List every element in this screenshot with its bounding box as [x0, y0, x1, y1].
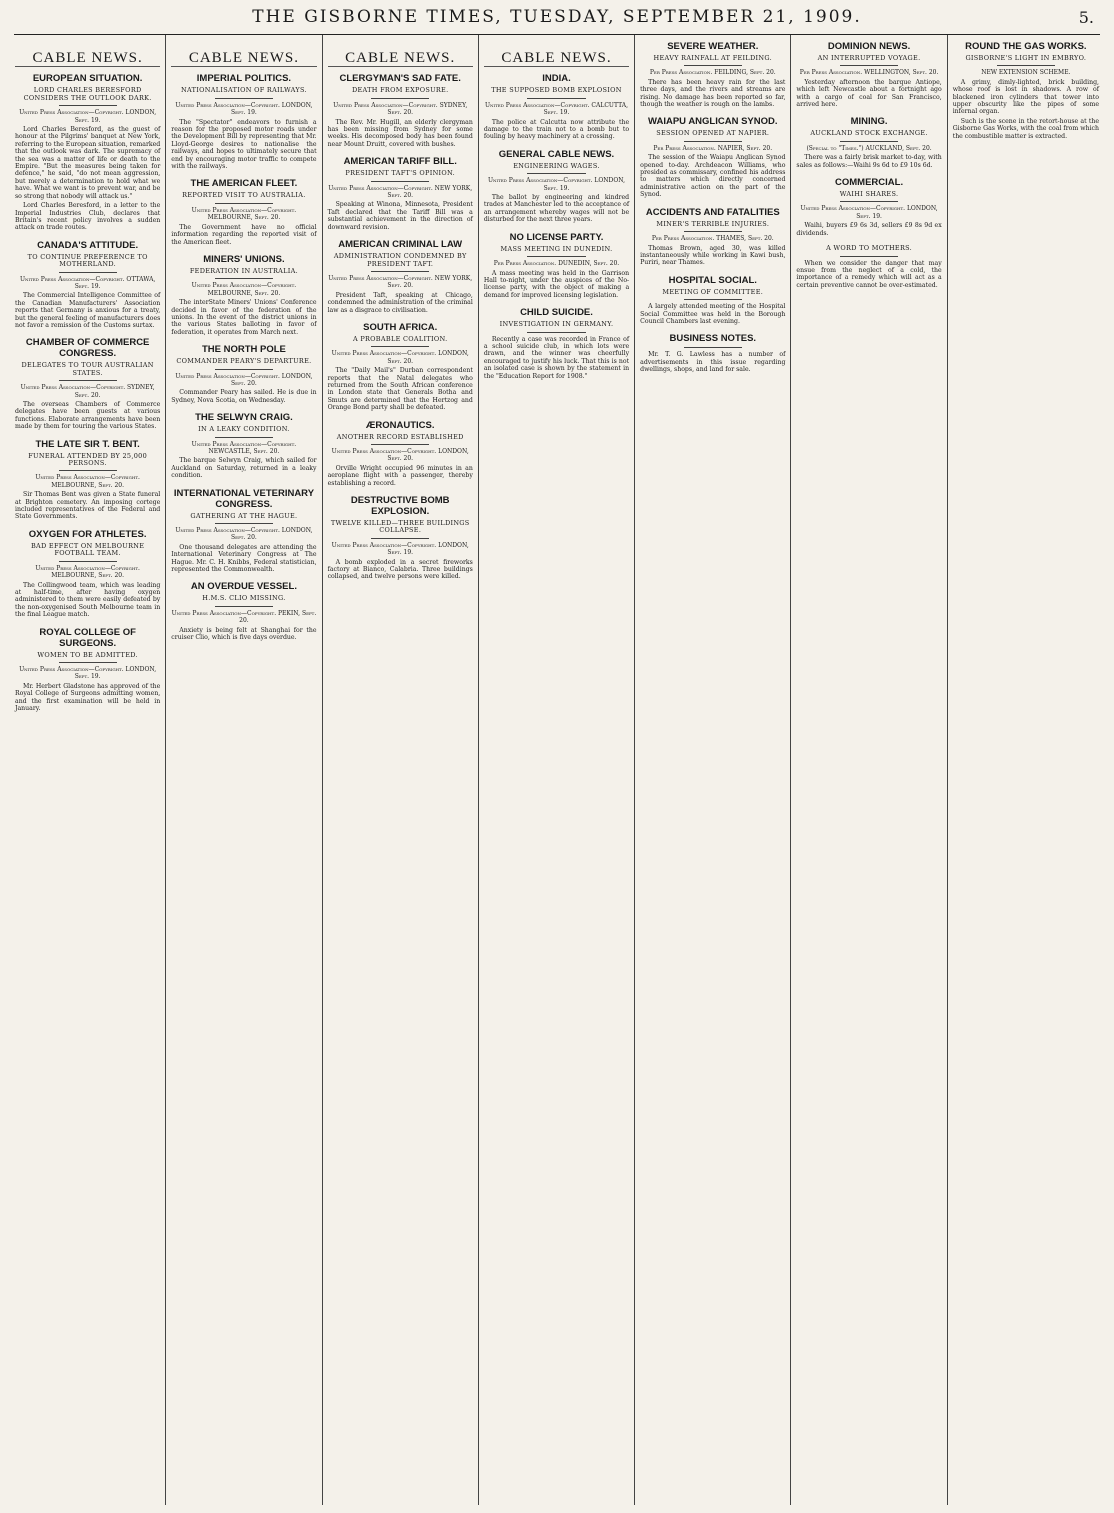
- article-body: [171, 627, 316, 642]
- column-7: [948, 35, 1104, 1505]
- article: [640, 333, 785, 373]
- article-body: [15, 401, 160, 431]
- newspaper-columns: [10, 35, 1104, 1505]
- article-headline: AMERICAN CRIMINAL LAW: [338, 239, 463, 251]
- article: [796, 116, 941, 169]
- article-paragraph: The session of the Waiapu Anglican Synod opened to-day. Archdeacon Williams, who presided as commissary, confined his address to matters which directly concerned administrative action on the part of the Synod.: [640, 154, 786, 199]
- article-body: [640, 79, 785, 109]
- divider: [840, 201, 898, 202]
- article-dateline: United Press Association—Copyright. MELBOURNE, Sept. 20.: [191, 282, 297, 297]
- divider: [59, 470, 117, 471]
- article-body: [796, 79, 941, 109]
- article-subhead: AUCKLAND STOCK EXCHANGE.: [810, 129, 928, 138]
- article-paragraph: A largely attended meeting of the Hospital Social Committee was held in the Borough Council Chambers last evening.: [640, 303, 786, 325]
- article-paragraph: The Collingwood team, which was leading at half-time, after having oxygen administered to them were easily defeated by the non-oxygenised South Melbourne team in the final League match.: [15, 581, 161, 619]
- article-paragraph: Thomas Brown, aged 30, was killed instantaneously while working in Kawi bush, Puriri, near Thames.: [640, 244, 786, 267]
- article-body: [15, 491, 160, 521]
- article: [328, 156, 473, 231]
- article-paragraph: Lord Charles Beresford, in a letter to the Imperial Industries Club, declares that Britain's recent policy involves a sudden attack on trade routes.: [15, 202, 161, 232]
- page-number: 5.: [1078, 8, 1094, 27]
- article-headline: CHILD SUICIDE.: [520, 307, 593, 319]
- article: [484, 149, 629, 224]
- article-subhead: H.M.S. CLIO MISSING.: [202, 594, 286, 603]
- article: [328, 322, 473, 412]
- article: [328, 73, 473, 148]
- divider: [59, 105, 117, 106]
- divider: [59, 272, 117, 273]
- article-headline: INTERNATIONAL VETERINARY CONGRESS.: [173, 487, 315, 510]
- divider: [527, 256, 585, 257]
- divider: [59, 662, 117, 663]
- article-subhead: MINER'S TERRIBLE INJURIES.: [656, 219, 770, 228]
- divider: [215, 369, 273, 370]
- divider: [215, 523, 273, 524]
- article-headline: THE SELWYN CRAIG.: [195, 412, 293, 424]
- divider: [684, 347, 742, 348]
- article-body: [328, 119, 473, 149]
- article-paragraph: The overseas Chambers of Commerce delegates have been guests at various functions. Elaborate arrangements have been made by them for touring the various States.: [15, 401, 161, 431]
- divider: [684, 65, 742, 66]
- article-subhead: MASS MEETING IN DUNEDIN.: [500, 244, 613, 253]
- divider: [215, 278, 273, 279]
- divider: [840, 65, 898, 66]
- article-dateline: United Press Association—Copyright. MELBOURNE, Sept. 20.: [35, 474, 140, 489]
- divider: [371, 98, 429, 99]
- article: [484, 232, 629, 299]
- article-headline: SOUTH AFRICA.: [363, 321, 438, 333]
- divider: [684, 231, 742, 232]
- divider: [840, 256, 898, 257]
- article-dateline: United Press Association—Copyright. LONDON, Sept. 19.: [487, 177, 626, 192]
- article-paragraph: Lord Charles Beresford, as the guest of honour at the Pilgrims' banquet at New York, referring to the European situation, remarked that the outlook was dark. The supremacy of the sea was a matter of life or death to the Empire. "But the measures being taken for defence," he said, "do not mean aggression, but merely a determination to hold what we have. What we want is to prevent war, and be so strong that nobody will attack us.": [15, 126, 161, 200]
- article: [640, 207, 785, 267]
- article-dateline: Per Press Association. DUNEDIN, Sept. 20.: [493, 260, 620, 268]
- article-headline: CANADA'S ATTITUDE.: [37, 239, 139, 251]
- article-body: [796, 154, 941, 169]
- article-paragraph: Commander Peary has sailed. He is due in Sydney, Nova Scotia, on Wednesday.: [171, 389, 317, 404]
- article-dateline: United Press Association—Copyright. LONDON, Sept. 20.: [331, 350, 469, 365]
- masthead: [14, 0, 1100, 35]
- divider: [371, 444, 429, 445]
- article-dateline: Per Press Association. THAMES, Sept. 20.: [651, 235, 774, 243]
- article: [15, 529, 160, 619]
- article: [15, 627, 160, 713]
- article-paragraph: The barque Selwyn Craig, which sailed for Auckland on Saturday, returned in a leaky condition.: [171, 457, 317, 480]
- article-dateline: United Press Association—Copyright. NEW YORK, Sept. 20.: [328, 184, 473, 200]
- article-paragraph: Such is the scene in the retort-house at the Gisborne Gas Works, with the coal from which the combustible matter is extracted.: [952, 117, 1099, 140]
- divider: [840, 141, 898, 142]
- article-dateline: United Press Association—Copyright. LONDON, Sept. 20.: [175, 372, 313, 387]
- column-5: [635, 35, 791, 1505]
- article-dateline: United Press Association—Copyright. MELBOURNE, Sept. 20.: [191, 206, 297, 222]
- article: [171, 412, 316, 479]
- article-subhead: FUNERAL ATTENDED BY 25,000 PERSONS.: [28, 451, 148, 468]
- article-body: [796, 222, 941, 237]
- article-headline: DOMINION NEWS.: [827, 41, 911, 52]
- article: [953, 41, 1099, 140]
- article-body: [15, 126, 160, 232]
- article-dateline: United Press Association—Copyright. LONDON, Sept. 20.: [331, 448, 469, 463]
- article-paragraph: The "Spectator" endeavors to furnish a reason for the proposed motor roads under the Development Bill by representing that Mr. Lloyd-George desires to nationalise the railways, and hopes to ultimately secure that end by encouraging motor traffic to compete with the railways.: [171, 118, 317, 171]
- article-dateline: United Press Association—Copyright. LONDON, Sept. 20.: [175, 527, 313, 542]
- article-headline: THE LATE SIR T. BENT.: [35, 438, 140, 450]
- article-dateline: Per Press Association. WELLINGTON, Sept. 20.: [799, 69, 939, 77]
- article-paragraph: Mr. T. G. Lawless has a number of advertisements in this issue regarding dwellings, shops, and land for sale.: [640, 351, 786, 374]
- divider: [527, 332, 585, 333]
- column-header: CABLE NEWS.: [171, 55, 316, 67]
- article-subhead: ADMINISTRATION CONDEMNED BY PRESIDENT TAFT.: [333, 252, 467, 268]
- article-dateline: United Press Association—Copyright. LONDON, Sept. 19.: [19, 665, 157, 681]
- article-headline: INDIA.: [542, 73, 571, 85]
- article-subhead: NATIONALISATION OF RAILWAYS.: [180, 86, 307, 95]
- article-body: [171, 544, 316, 574]
- article-dateline: United Press Association—Copyright. OTTAWA, Sept. 19.: [19, 275, 156, 290]
- divider: [684, 299, 742, 300]
- article-headline: CLERGYMAN'S SAD FATE.: [339, 73, 461, 85]
- column-1: [10, 35, 166, 1505]
- article-paragraph: The Government have no official information regarding the reported visit of the American fleet.: [171, 223, 317, 246]
- column-2: [166, 35, 322, 1505]
- article-subhead: SESSION OPENED AT NAPIER.: [656, 129, 770, 138]
- article-headline: THE AMERICAN FLEET.: [190, 178, 298, 190]
- article-subhead: DELEGATES TO TOUR AUSTRALIAN STATES.: [21, 361, 154, 377]
- article: [640, 41, 785, 108]
- article-paragraph: Sir Thomas Bent was given a State funeral at Brighton cemetery. An imposing cortege included representatives of the Federal and State Governments.: [15, 491, 161, 521]
- article-body: [640, 351, 785, 373]
- article-dateline: United Press Association—Copyright. SYDNEY, Sept. 20.: [20, 384, 155, 399]
- article-paragraph: The Rev. Mr. Hugill, an elderly clergyman has been missing from Sydney for some weeks. His decomposed body has been found near Mount Druitt, covered with bushes.: [327, 118, 473, 148]
- divider: [684, 141, 742, 142]
- article-body: [15, 683, 160, 713]
- article: [171, 581, 316, 641]
- article-paragraph: A grimy, dimly-lighted, brick building, whose roof is lost in shadows. A row of blackened iron cylinders that tower into upper obscurity like the pipes of some infernal organ.: [952, 78, 1099, 116]
- article-dateline: United Press Association—Copyright. LONDON, Sept. 19.: [800, 205, 938, 220]
- article-paragraph: President Taft, speaking at Chicago, condemned the administration of the criminal law as a disgrace to civilisation.: [327, 291, 473, 314]
- column-6: [791, 35, 947, 1505]
- article: [796, 245, 941, 289]
- article-paragraph: Waihi, buyers £9 6s 3d, sellers £9 8s 9d ex dividends.: [796, 222, 942, 237]
- article-headline: GENERAL CABLE NEWS.: [498, 148, 615, 160]
- article-paragraph: One thousand delegates are attending the International Veterinary Congress at The Hague. Mr. C. H. Knibbs, Federal statistician, represented the Commonwealth.: [171, 543, 317, 574]
- divider: [59, 380, 117, 381]
- article-subhead: PRESIDENT TAFT'S OPINION.: [345, 169, 455, 178]
- article-paragraph: There was a fairly brisk market to-day, with sales as follows:—Waihi 9s 6d to £9 10s 6d.: [796, 154, 942, 169]
- article-headline: THE NORTH POLE: [201, 344, 286, 356]
- article-subhead: AN INTERRUPTED VOYAGE.: [817, 54, 921, 62]
- article: [171, 488, 316, 574]
- article-body: [640, 245, 785, 267]
- article-paragraph: There has been heavy rain for the last three days, and the rivers and streams are rising. No damage has been reported so far, though the weather is rough on the lambs.: [640, 78, 786, 109]
- article-headline: NO LICENSE PARTY.: [509, 231, 604, 243]
- article: [15, 439, 160, 521]
- article-dateline: United Press Association—Copyright. NEWCASTLE, Sept. 20.: [191, 440, 297, 455]
- article-subhead: LORD CHARLES BERESFORD CONSIDERS THE OUTLOOK DARK.: [23, 86, 152, 102]
- article-paragraph: The police at Calcutta now attribute the damage to the train not to a bomb but to fouling by heavy machinery at a crossing.: [483, 118, 630, 141]
- article: [171, 178, 316, 245]
- article-subhead: IN A LEAKY CONDITION.: [198, 425, 290, 434]
- article-body: [484, 194, 629, 224]
- article-body: [171, 224, 316, 246]
- article-headline: ACCIDENTS AND FATALITIES: [645, 206, 780, 218]
- divider: [215, 437, 273, 438]
- article-subhead: DEATH FROM EXPOSURE.: [351, 86, 449, 95]
- article: [15, 337, 160, 430]
- article-headline: MINING.: [850, 116, 888, 128]
- divider: [371, 181, 429, 182]
- article-headline: AMERICAN TARIFF BILL.: [343, 156, 457, 168]
- article: [484, 73, 629, 140]
- article-paragraph: Speaking at Winona, Minnesota, President Taft declared that the Tariff Bill was a substantial achievement in the direction of downward revision.: [327, 201, 473, 231]
- article-dateline: United Press Association—Copyright. LONDON, Sept. 19.: [19, 109, 157, 124]
- article: [15, 240, 160, 330]
- article-paragraph: The ballot by engineering and kindred trades at Manchester led to the acceptance of an arrangement whereby wages will not be disturbed for the next three years.: [483, 194, 630, 224]
- article-paragraph: Orville Wright occupied 96 minutes in an aeroplane flight with a passenger, thereby establishing a record.: [327, 464, 473, 487]
- article: [328, 420, 473, 487]
- article-body: [171, 457, 316, 479]
- article-dateline: Per Press Association. FEILDING, Sept. 20.: [649, 69, 776, 77]
- article: [796, 177, 941, 237]
- article-subhead: A WORD TO MOTHERS.: [826, 244, 913, 253]
- article-body: [171, 119, 316, 171]
- article-body: [796, 260, 941, 290]
- article-dateline: United Press Association—Copyright. PEKIN, Sept. 20.: [171, 609, 317, 625]
- article-subhead: MEETING OF COMMITTEE.: [662, 287, 764, 296]
- article-subhead: WOMEN TO BE ADMITTED.: [37, 650, 138, 659]
- article-body: [328, 367, 473, 411]
- article-body: [484, 336, 629, 380]
- article-body: [328, 559, 473, 581]
- column-header: CABLE NEWS.: [15, 55, 160, 67]
- article-headline: EUROPEAN SITUATION.: [32, 73, 143, 85]
- article-body: [328, 465, 473, 487]
- article-headline: IMPERIAL POLITICS.: [196, 73, 292, 85]
- article-subhead: COMMANDER PEARY'S DEPARTURE.: [176, 357, 312, 366]
- article: [171, 73, 316, 170]
- article: [328, 495, 473, 581]
- article-body: [328, 292, 473, 314]
- article: [796, 41, 941, 108]
- article-body: [15, 292, 160, 329]
- article-body: [640, 154, 785, 198]
- article: [484, 307, 629, 380]
- article-paragraph: Recently a case was recorded in France of a school suicide club, in which lots were drawn, and the winner was cheerfully encouraged to justify his luck. That this is not an isolated case is shown by the statement in the "Education Report for 1908.": [483, 335, 630, 380]
- article-headline: MINERS' UNIONS.: [203, 253, 285, 265]
- article-body: [484, 270, 629, 300]
- article-headline: WAIAPU ANGLICAN SYNOD.: [648, 116, 778, 128]
- divider: [371, 271, 429, 272]
- article-dateline: United Press Association—Copyright. LONDON, Sept. 19.: [175, 101, 313, 117]
- article-headline: HOSPITAL SOCIAL.: [668, 274, 757, 286]
- article-headline: OXYGEN FOR ATHLETES.: [28, 528, 147, 540]
- article-headline: COMMERCIAL.: [835, 177, 904, 189]
- article-subhead: WAIHI SHARES.: [839, 190, 899, 199]
- article: [640, 116, 785, 198]
- article-headline: SEVERE WEATHER.: [667, 41, 759, 52]
- article-paragraph: A mass meeting was held in the Garrison Hall to-night, under the auspices of the No-license party, with the object of making a demand for improved licensing legislation.: [483, 269, 630, 299]
- article-body: [484, 119, 629, 141]
- article-paragraph: Yesterday afternoon the barque Antiope, which left Newcastle about a fortnight ago with a cargo of coal for San Francisco, arrived here.: [796, 78, 942, 109]
- article-dateline: United Press Association—Copyright. CALCUTTA, Sept. 19.: [484, 101, 628, 117]
- article-subhead: THE SUPPOSED BOMB EXPLOSION: [491, 86, 622, 95]
- article-body: [171, 389, 316, 404]
- article-subhead: INVESTIGATION IN GERMANY.: [499, 320, 614, 329]
- article-paragraph: Anxiety is being felt at Shanghai for the cruiser Clio, which is five days overdue.: [171, 626, 317, 642]
- column-3: [323, 35, 479, 1505]
- article-paragraph: The interState Miners' Unions' Conference decided in favor of the federation of the unions. In the event of the district unions in the various States balloting in favor of federation, it operates from March next.: [171, 299, 317, 336]
- article-dateline: Per Press Association. NAPIER, Sept. 20.: [653, 144, 773, 152]
- article: [171, 254, 316, 336]
- article-headline: AN OVERDUE VESSEL.: [190, 581, 297, 593]
- article-paragraph: A bomb exploded in a secret fireworks factory at Bianco, Calabria. Three buildings collapsed, and twelve persons were killed.: [327, 558, 473, 581]
- article-paragraph: When we consider the danger that may ensue from the neglect of a cold, the importance of a remedy which will act as a certain preventive cannot be over-estimated.: [796, 259, 942, 289]
- article-body: [328, 201, 473, 231]
- article-subhead: REPORTED VISIT TO AUSTRALIA.: [182, 191, 306, 200]
- article-subhead: BAD EFFECT ON MELBOURNE FOOTBALL TEAM.: [30, 541, 145, 558]
- article: [15, 73, 160, 231]
- article: [171, 344, 316, 404]
- article-subhead: ANOTHER RECORD ESTABLISHED: [336, 432, 464, 441]
- article-subhead: FEDERATION IN AUSTRALIA.: [189, 266, 298, 275]
- article-dateline: United Press Association—Copyright. LONDON, Sept. 19.: [331, 541, 469, 557]
- article-body: [171, 299, 316, 336]
- article-subhead: GISBORNE'S LIGHT IN EMBRYO.: [965, 54, 1087, 62]
- article: [640, 275, 785, 326]
- article-headline: ROYAL COLLEGE OF SURGEONS.: [39, 626, 136, 649]
- divider: [215, 98, 273, 99]
- newspaper-title: THE GISBORNE TIMES, TUESDAY, SEPTEMBER 21, 1909.: [252, 7, 862, 27]
- article-headline: CHAMBER OF COMMERCE CONGRESS.: [25, 337, 150, 360]
- article-headline: ÆRONAUTICS.: [365, 419, 435, 431]
- article-subhead: TO CONTINUE PREFERENCE TO MOTHERLAND.: [27, 252, 148, 269]
- article-subhead: TWELVE KILLED—THREE BUILDINGS COLLAPSE.: [330, 519, 470, 535]
- article-subhead: ENGINEERING WAGES.: [513, 161, 600, 170]
- divider: [215, 203, 273, 204]
- article-body: [953, 79, 1099, 140]
- article-headline: DESTRUCTIVE BOMB EXPLOSION.: [350, 495, 450, 518]
- article-headline: ROUND THE GAS WORKS.: [965, 41, 1087, 52]
- divider: [527, 173, 585, 174]
- divider: [371, 538, 429, 539]
- article-subhead: GATHERING AT THE HAGUE.: [190, 511, 298, 520]
- article-dateline: United Press Association—Copyright. SYDNEY, Sept. 20.: [333, 101, 468, 117]
- divider: [59, 561, 117, 562]
- article-dateline: NEW EXTENSION SCHEME.: [981, 69, 1071, 77]
- column-header: CABLE NEWS.: [328, 55, 473, 67]
- article: [328, 239, 473, 314]
- article-paragraph: The Commercial Intelligence Committee of the Canadian Manufacturers' Association reports that Germany is anxious for a treaty, but the general feeling of manufacturers does not favor a remission of the Customs surtax.: [15, 292, 161, 329]
- article-subhead: A PROBABLE COALITION.: [352, 334, 448, 343]
- article-paragraph: The "Daily Mail's" Durban correspondent reports that the Natal delegates who returned from the South African conference in London state that Generals Botha and Smuts are determined that the Hertzog and Orange Bond party shall be defeated.: [327, 367, 473, 412]
- divider: [215, 606, 273, 607]
- article-body: [640, 303, 785, 325]
- article-headline: BUSINESS NOTES.: [669, 333, 757, 345]
- article-paragraph: Mr. Herbert Gladstone has approved of the Royal College of Surgeons admitting women, and the first examination will be held in January.: [15, 682, 161, 712]
- article-dateline: United Press Association—Copyright. MELBOURNE, Sept. 20.: [35, 564, 140, 580]
- divider: [997, 65, 1056, 66]
- article-dateline: United Press Association—Copyright. NEW YORK, Sept. 20.: [328, 274, 473, 290]
- column-header: CABLE NEWS.: [484, 55, 629, 67]
- divider: [371, 346, 429, 347]
- article-subhead: HEAVY RAINFALL AT FEILDING.: [653, 54, 773, 62]
- column-4: [479, 35, 635, 1505]
- article-dateline: (Special to "Times.") AUCKLAND, Sept. 20.: [806, 144, 932, 152]
- divider: [527, 98, 585, 99]
- article-body: [15, 582, 160, 619]
